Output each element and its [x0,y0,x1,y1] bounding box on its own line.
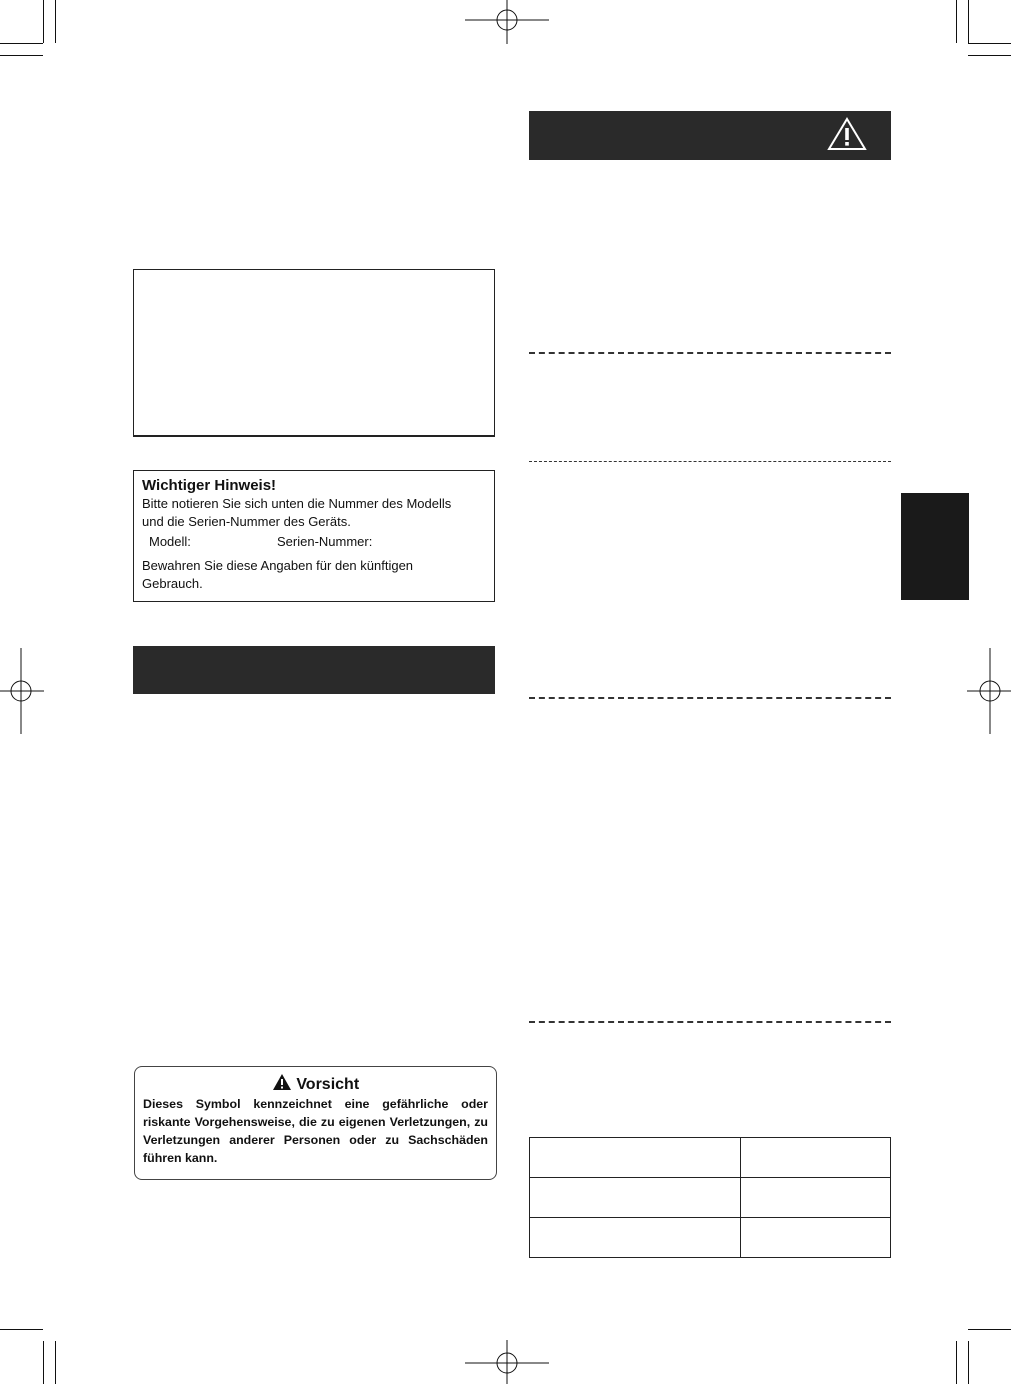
registration-mark-top [465,0,549,44]
table-cell [530,1178,741,1218]
chapter-tab [901,493,969,600]
notice-line-3: Bewahren Sie diese Angaben für den künftigen [142,558,414,573]
table-cell [741,1178,891,1218]
spec-table [529,1137,891,1258]
divider-1 [529,352,891,354]
table-cell [530,1218,741,1258]
notice-line-2: und die Serien-Nummer des Geräts. [142,514,351,529]
table-cell [741,1138,891,1178]
important-notice-box [133,470,495,602]
registration-mark-bottom [465,1340,549,1384]
notice-title: Wichtiger Hinweis! [142,477,277,494]
divider-3 [529,697,891,699]
section-header-bar-left [133,646,495,694]
caution-heading [143,1073,488,1095]
model-label: Modell: [149,534,191,549]
caution-box [134,1066,497,1180]
notice-line-4: Gebrauch. [142,576,203,591]
serial-label: Serien-Nummer: [277,534,373,549]
spec-table-wrap [529,1137,891,1258]
warning-triangle-filled-icon [272,1073,292,1091]
registration-mark-left [0,648,44,734]
table-row [530,1138,891,1178]
notice-fields [142,533,486,551]
empty-frame [133,269,495,437]
divider-2 [529,461,891,462]
divider-4 [529,1021,891,1023]
caution-title: Vorsicht [296,1076,360,1093]
table-cell [741,1218,891,1258]
caution-text: Dieses Symbol kennzeichnet eine gefährliche oder riskante Vorgehensweise, die zu eigenen Verletzungen, zu Verletzungen anderer Personen oder zu Sachschäden führen kann. [143,1097,488,1165]
warning-triangle-icon [827,117,867,151]
registration-mark-right [967,648,1011,734]
warning-header-bar [529,111,891,160]
table-row [530,1178,891,1218]
notice-line-1: Bitte notieren Sie sich unten die Nummer des Modells [142,496,452,511]
table-cell [530,1138,741,1178]
table-row [530,1218,891,1258]
